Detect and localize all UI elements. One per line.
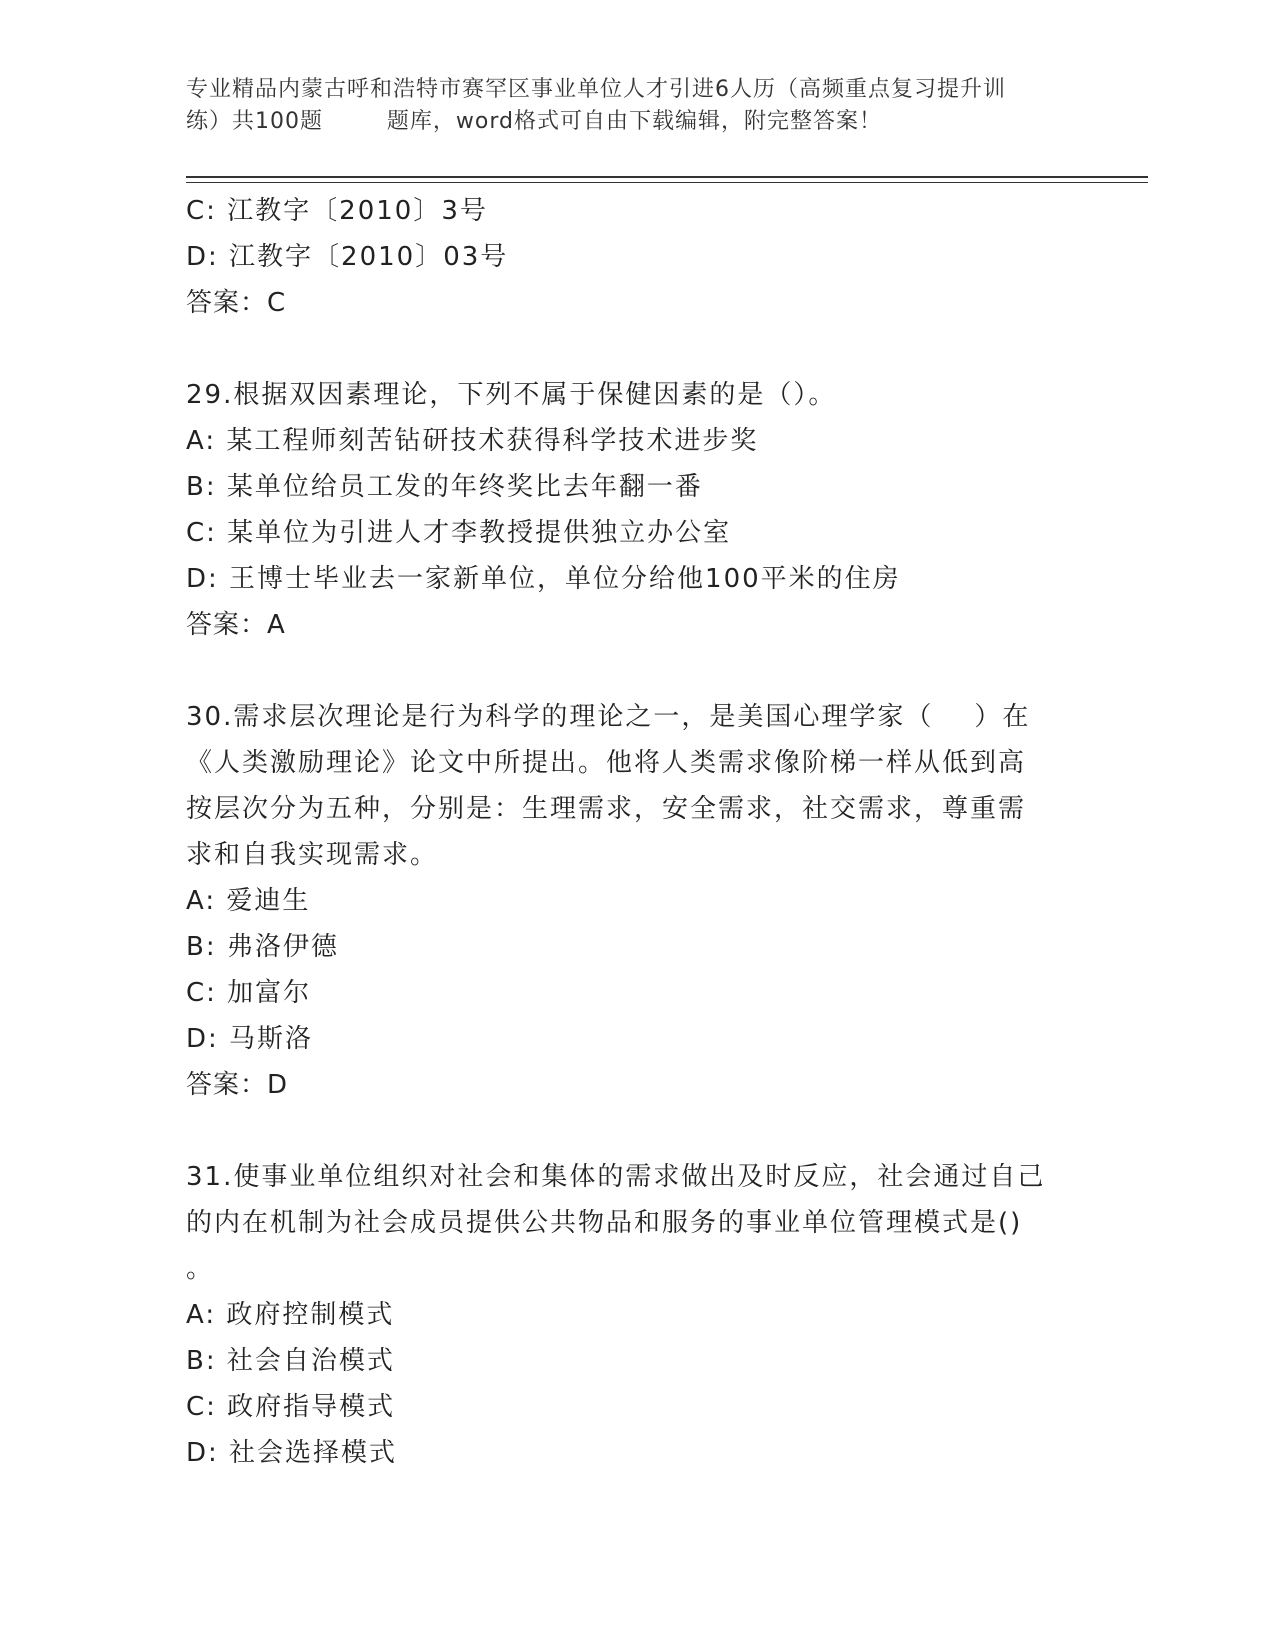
prev-option-c: C: 江教字〔2010〕3号 <box>186 196 488 226</box>
header-rule-thick <box>186 176 1148 178</box>
header-rule-thin <box>186 182 1148 183</box>
q31-option-a: A: 政府控制模式 <box>186 1300 395 1330</box>
q30-option-c: C: 加富尔 <box>186 978 312 1008</box>
q29-option-c: C: 某单位为引进人才李教授提供独立办公室 <box>186 518 732 548</box>
spacer <box>186 326 1106 372</box>
q30-text-line-3: 按层次分为五种，分别是：生理需求，安全需求，社交需求，尊重需 <box>186 794 1027 824</box>
q29-option-a: A: 某工程师刻苦钻研技术获得科学技术进步奖 <box>186 426 759 456</box>
q30-text-line-1: 30.需求层次理论是行为科学的理论之一，是美国心理学家（ ）在 <box>186 702 1031 732</box>
spacer <box>186 648 1106 694</box>
q29-text: 29.根据双因素理论，下列不属于保健因素的是（）。 <box>186 380 837 410</box>
header-line-2: 练）共100题 题库，word格式可自由下载编辑，附完整答案！ <box>186 109 883 134</box>
q30-text-line-2: 《人类激励理论》论文中所提出。他将人类需求像阶梯一样从低到高 <box>186 748 1027 778</box>
prev-answer: 答案：C <box>186 288 287 318</box>
q31-option-b: B: 社会自治模式 <box>186 1346 395 1376</box>
document-header <box>186 74 1086 138</box>
q30-text-line-4: 求和自我实现需求。 <box>186 840 439 870</box>
q29-option-b: B: 某单位给员工发的年终奖比去年翻一番 <box>186 472 703 502</box>
document-body <box>186 188 1106 1476</box>
q30-option-d: D: 马斯洛 <box>186 1024 314 1054</box>
q30-answer: 答案：D <box>186 1070 289 1100</box>
q30-option-a: A: 爱迪生 <box>186 886 311 916</box>
q29-answer: 答案：A <box>186 610 286 640</box>
spacer <box>186 1108 1106 1154</box>
q31-text-line-2: 的内在机制为社会成员提供公共物品和服务的事业单位管理模式是() <box>186 1208 1023 1238</box>
q31-option-d: D: 社会选择模式 <box>186 1438 398 1468</box>
prev-option-d: D: 江教字〔2010〕03号 <box>186 242 509 272</box>
header-line-1: 专业精品内蒙古呼和浩特市赛罕区事业单位人才引进6人历（高频重点复习提升训 <box>186 77 1006 102</box>
q30-option-b: B: 弗洛伊德 <box>186 932 339 962</box>
q29-option-d: D: 王博士毕业去一家新单位，单位分给他100平米的住房 <box>186 564 901 594</box>
q31-text-line-3: 。 <box>186 1254 215 1284</box>
q31-option-c: C: 政府指导模式 <box>186 1392 396 1422</box>
q31-text-line-1: 31.使事业单位组织对社会和集体的需求做出及时反应，社会通过自己 <box>186 1162 1046 1192</box>
